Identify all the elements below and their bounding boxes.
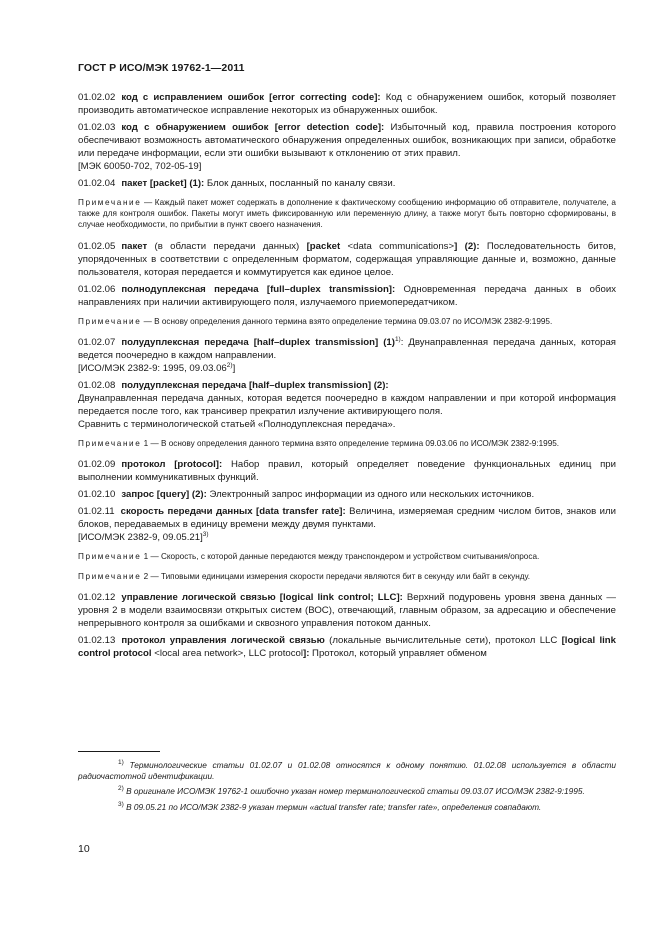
note-text: 1 — Скорость, с которой данные передаются между транспондером и устройством считывания/опроса. [141,552,540,562]
note-label: Примечание [78,572,142,582]
footnote-1 [78,760,616,782]
document-body [78,91,616,664]
reference-end: ] [232,362,236,374]
footnote-text: В 09.05.21 по ИСО/МЭК 2382-9 указан термин «actual transfer rate; transfer rate», определения совпадают. [123,801,542,812]
footnote-3 [78,802,616,813]
note-text: 1 — В основу определения данного термина взято определение термина 09.03.06 по ИСО/МЭК 2382-9:1995. [141,438,560,448]
entry-number: 01.02.11 [78,506,115,518]
entry-01-02-02 [78,91,616,117]
entry-01-02-06 [78,283,616,309]
entry-01-02-03 [78,121,616,160]
entry-number: 01.02.13 [78,635,116,647]
entry-01-02-05 [78,240,616,279]
entry-term-end: ] (2): [454,240,480,252]
page-number: 10 [78,843,90,855]
document-header: ГОСТ Р ИСО/МЭК 19762-1—2011 [78,62,245,74]
entry-definition: Код с обнаружением ошибок, который позволяет производить автоматическое исправление некоторых из обнаруженных ошибок. [78,92,616,116]
footnote-text: Терминологические статьи 01.02.07 и 01.02.08 относятся к одному понятию. 01.02.08 используется в области радиочастотной идентификации. [78,760,616,782]
entry-definition: Набор правил, который определяет поведение функциональных единиц при выполнении коммуникативных функций. [78,459,616,484]
entry-term-end: ]: [303,648,310,660]
entry-reference [78,362,616,375]
entry-qualifier: (локальные вычислительные сети), протокол LLC [324,635,562,647]
note-text: — Каждый пакет может содержать в дополнение к фактическому сообщению информацию об отправителе, получателе, а также для контроля ошибок. Пакеты могут иметь фиксированную или переменную длину, а также могут быть повторно сформированы, в случае необходимости, по прибытии в пункт своего назначения. [78,198,616,230]
entry-term: код с исправлением ошибок [error correcting code]: [121,92,381,103]
note-label: Примечание [78,552,142,562]
entry-01-02-10 [78,488,616,501]
note-label: Примечание [78,438,142,448]
entry-definition: Величина, измеряемая средним числом битов, знаков или блоков, передаваемых в единицу времени между двумя пунктами. [78,506,616,531]
entry-definition: Двунаправленная передача данных, которая ведется поочередно в каждом направлении и при которой информация передается после того, как трансивер прекратил излучение активирующего поля. [78,392,616,417]
entry-term: пакет [121,240,148,252]
entry-term-en: [packet [306,240,341,252]
entry-number: 01.02.07 [78,336,116,348]
note-text: — В основу определения данного термина взято определение термина 09.03.07 по ИСО/МЭК 2382-9:1995. [141,316,553,326]
entry-number: 01.02.09 [78,459,116,471]
entry-definition: Протокол, который управляет обменом [309,648,487,660]
note-text: 2 — Типовыми единицами измерения скорости передачи являются бит в секунду или байт в секунду. [141,572,531,582]
entry-number: 01.02.10 [78,489,116,501]
entry-reference: [МЭК 60050-702, 702-05-19] [78,161,202,172]
entry-see-also: Сравнить с терминологической статьей «Полнодуплексная передача». [78,418,396,430]
entry-term: полудуплексная передача [half–duplex transmission] (2): [121,379,389,391]
entry-definition: Последовательность битов, упорядоченных в соответствии с определенным форматом, содержащая управляющие данные и, возможно, данные пользователя, которая передается и коммутируется как единое целое. [78,240,616,278]
entry-qualifier: (в области передачи данных) [147,240,307,252]
note-label: Примечание [78,198,142,207]
entry-number: 01.02.04 [78,178,116,189]
reference-text: [ИСО/МЭК 2382-9, 09.05.21] [78,532,203,544]
entry-term: запрос [query] (2): [121,489,207,501]
entry-term: скорость передачи данных [data transfer rate]: [120,506,346,518]
entry-definition: Верхний подуровень уровня звена данных — уровня 2 в модели взаимосвязи открытых систем (ВОС), отвечающий, главным образом, за адресацию и обеспечение непрерывного контроля за ошибками и сквозного управления потоком данных. [78,592,616,630]
entry-01-02-12 [78,591,616,630]
entry-definition: Избыточный код, правила построения которого обеспечивают возможность автоматического обнаружения определенных ошибок, возникающих при записи, обработке или передаче информации, если эти ошибки вызывают к отклонению от этих правил. [78,122,617,159]
entry-reference [78,531,616,544]
footnote-2 [78,786,616,797]
entry-definition: : Двунаправленная передача данных, которая ведется поочередно в каждом направлении. [78,336,617,361]
note-packet [78,197,616,231]
entry-definition: Электронный запрос информации из одного или нескольких источников. [206,489,535,501]
entry-number: 01.02.05 [78,240,116,252]
entry-definition: Одновременная передача данных в обоих направлениях при наличии активирующего поля, излучаемого приемопередатчиком. [78,283,616,308]
entry-term: полудуплексная передача [half–duplex transmission] (1) [121,336,395,348]
entry-term: пакет [packet] (1): [121,178,205,189]
entry-01-02-08 [78,379,616,392]
entry-01-02-04 [78,177,616,190]
note-full-duplex [78,316,616,327]
entry-domain: <data communications> [340,240,455,252]
entry-01-02-09 [78,458,616,484]
entry-domain: <local area network>, LLC protocol [151,648,303,660]
entry-number: 01.02.06 [78,283,116,295]
entry-01-02-13 [78,634,616,660]
entry-01-02-11 [78,505,616,531]
footnote-mark: 1) [118,759,124,767]
note-half-duplex [78,438,616,449]
footnote-mark: 1) [394,335,401,343]
entry-definition: Блок данных, посланный по каналу связи. [204,178,396,189]
entry-term: управление логической связью [logical link control; [121,592,374,604]
footnote-mark: 2) [226,361,233,369]
footnote-mark: 3) [202,530,209,538]
note-label: Примечание [78,316,142,326]
entry-term-abbr: LLC]: [377,592,403,604]
entry-term-en: [logical link control protocol [78,635,616,660]
footnotes [78,760,616,817]
note-data-rate-1 [78,551,616,562]
footnote-mark: 2) [118,785,124,793]
footnote-text: В оригинале ИСО/МЭК 19762-1 ошибочно указан номер терминологической статьи 09.03.07 ИСО/МЭК 2382-9:1995. [123,786,585,797]
entry-number: 01.02.02 [78,92,116,103]
entry-number: 01.02.03 [78,122,116,133]
entry-number: 01.02.12 [78,592,116,604]
note-data-rate-2 [78,571,616,582]
entry-term: протокол управления логической связью [121,635,325,647]
entry-term: код с обнаружением ошибок [error detection code]: [121,122,385,133]
entry-term: протокол [protocol]: [121,459,223,471]
entry-01-02-07 [78,336,616,362]
entry-number: 01.02.08 [78,379,116,391]
entry-term: полнодуплексная передача [full–duplex transmission]: [121,283,396,295]
footnote-mark: 3) [118,800,124,808]
footnote-divider [78,751,160,752]
reference-text: [ИСО/МЭК 2382-9: 1995, 09.03.06 [78,362,227,374]
